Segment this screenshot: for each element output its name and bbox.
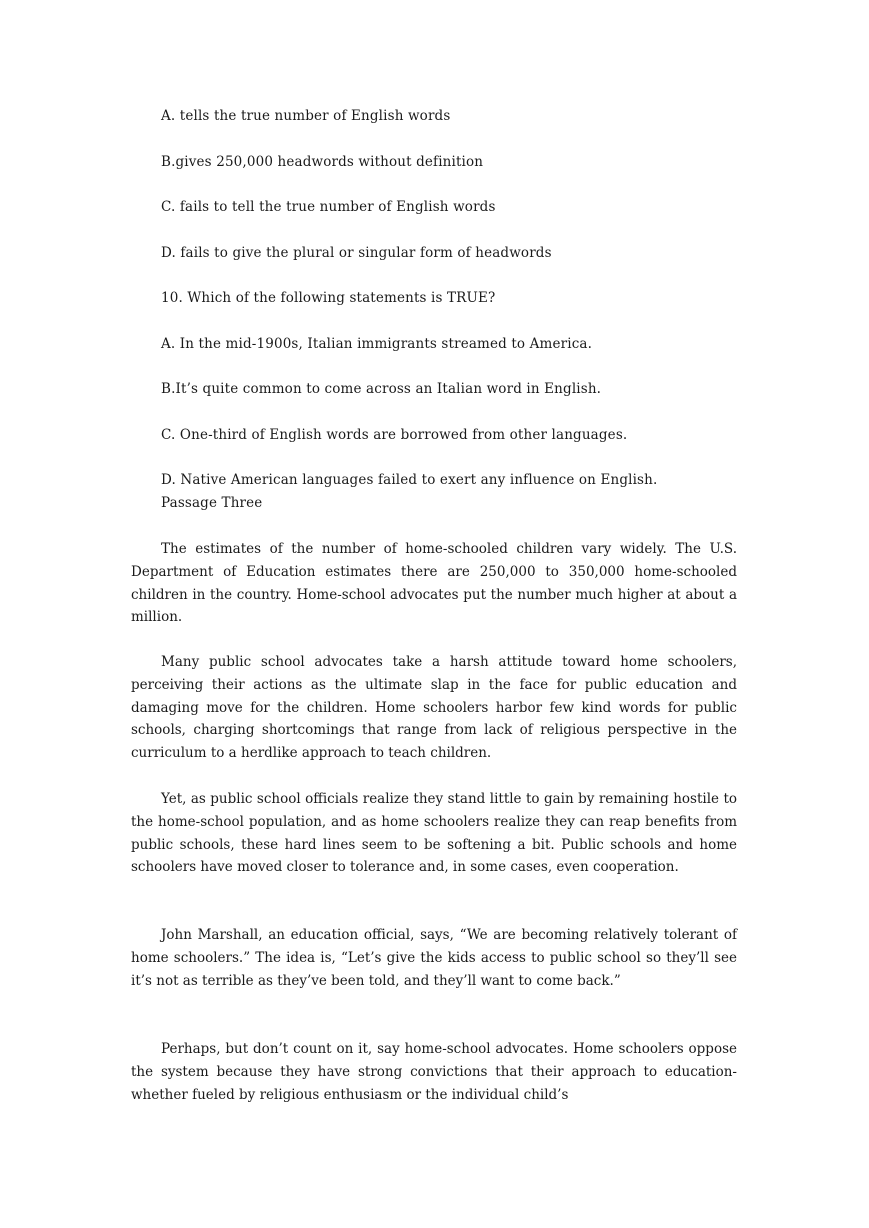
- paragraph-text: Perhaps, but don’t count on it, say home-school advocates. Home schoolers oppose the system because they have strong convictions that their approach to education-whether fueled by religious enthusiasm or the individual child’s: [131, 1041, 737, 1103]
- passage-paragraph: [131, 788, 737, 879]
- passage-paragraph: [131, 924, 737, 992]
- q10-option-d: D. Native American languages failed to exert any influence on English.: [161, 472, 658, 488]
- q9-option-c: C. fails to tell the true number of English words: [161, 199, 496, 215]
- q9-option-d: D. fails to give the plural or singular form of headwords: [161, 245, 552, 261]
- q10-option-b: B.It’s quite common to come across an Italian word in English.: [161, 381, 602, 397]
- passage-paragraph: [131, 1038, 737, 1106]
- paragraph-text: Yet, as public school officials realize they stand little to gain by remaining hostile to the home-school population, and as home schoolers realize they can reap benefits from public schools, these hard lines seem to be softening a bit. Public schools and home schoolers have moved closer to tolerance and, in some cases, even cooperation.: [131, 791, 737, 876]
- q10-option-a: A. In the mid-1900s, Italian immigrants streamed to America.: [161, 336, 593, 352]
- passage-paragraph: [131, 538, 737, 629]
- passage-title: Passage Three: [161, 495, 263, 511]
- q10-stem: 10. Which of the following statements is TRUE?: [161, 290, 496, 306]
- q10-option-c: C. One-third of English words are borrowed from other languages.: [161, 427, 628, 443]
- paragraph-text: Many public school advocates take a harsh attitude toward home schoolers, perceiving their actions as the ultimate slap in the face for public education and damaging move for the children. Home schoolers harbor few kind words for public schools, charging shortcomings that range from lack of religious perspective in the curriculum to a herdlike approach to teach children.: [131, 654, 737, 762]
- q9-option-b: B.gives 250,000 headwords without definition: [161, 154, 484, 170]
- q9-option-a: A. tells the true number of English words: [161, 108, 451, 124]
- passage-paragraph: [131, 651, 737, 765]
- paragraph-text: The estimates of the number of home-schooled children vary widely. The U.S. Department of Education estimates there are 250,000 to 350,000 home-schooled children in the country. Home-school advocates put the number much higher at about a million.: [131, 541, 737, 626]
- paragraph-text: John Marshall, an education official, says, “We are becoming relatively tolerant of home schoolers.” The idea is, “Let’s give the kids access to public school so they’ll see it’s not as terrible as they’ve been told, and they’ll want to come back.”: [131, 927, 737, 989]
